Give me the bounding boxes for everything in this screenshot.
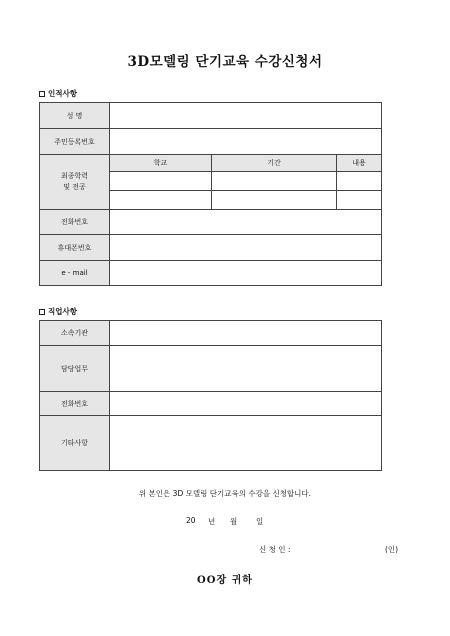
duty-field[interactable] xyxy=(110,346,382,392)
resident-number-label: 주민등록번호 xyxy=(40,129,110,155)
work-info-table xyxy=(39,320,382,471)
personal-info-table xyxy=(39,102,382,286)
section-heading-work xyxy=(39,306,77,317)
education-period-field-2[interactable] xyxy=(212,191,337,210)
date-year-prefix: 20 xyxy=(186,516,196,525)
date-day-label: 일 xyxy=(256,517,264,526)
seal-mark: (인) xyxy=(385,545,399,554)
section-heading-personal-text: 인적사항 xyxy=(48,89,77,98)
email-label: e - mail xyxy=(40,261,110,286)
name-field[interactable] xyxy=(110,103,382,129)
phone-field[interactable] xyxy=(110,210,382,235)
org-label: 소속기관 xyxy=(40,321,110,346)
resident-number-field[interactable] xyxy=(110,129,382,155)
education-label: 최종학력 및 전공 xyxy=(40,155,110,210)
mobile-label: 휴대폰번호 xyxy=(40,235,110,261)
org-field[interactable] xyxy=(110,321,382,346)
name-label: 성 명 xyxy=(40,103,110,129)
date-year-label: 년 xyxy=(208,517,216,526)
duty-label: 담당업무 xyxy=(40,346,110,392)
section-heading-personal xyxy=(39,88,77,99)
applicant-label: 신 청 인 : xyxy=(259,545,291,554)
form-title: 3D모델링 단기교육 수강신청서 xyxy=(127,54,323,70)
email-field[interactable] xyxy=(110,261,382,286)
education-school-field-1[interactable] xyxy=(110,172,212,191)
education-content-field-2[interactable] xyxy=(337,191,382,210)
closing-addressee: OO장 귀하 xyxy=(197,575,253,586)
education-school-field-2[interactable] xyxy=(110,191,212,210)
phone-label: 전화번호 xyxy=(40,210,110,235)
education-period-field-1[interactable] xyxy=(212,172,337,191)
etc-field[interactable] xyxy=(110,416,382,471)
mobile-field[interactable] xyxy=(110,235,382,261)
education-col-content: 내용 xyxy=(337,155,382,172)
date-month-label: 월 xyxy=(230,517,238,526)
checkbox-square-icon xyxy=(39,309,45,315)
section-heading-work-text: 직업사항 xyxy=(48,307,77,316)
etc-label: 기타사항 xyxy=(40,416,110,471)
work-phone-label: 전화번호 xyxy=(40,392,110,416)
checkbox-square-icon xyxy=(39,91,45,97)
education-content-field-1[interactable] xyxy=(337,172,382,191)
education-col-school: 학교 xyxy=(110,155,212,172)
education-col-period: 기간 xyxy=(212,155,337,172)
declaration-text: 위 본인은 3D 모델링 단기교육의 수강을 신청합니다. xyxy=(138,489,312,498)
work-phone-field[interactable] xyxy=(110,392,382,416)
